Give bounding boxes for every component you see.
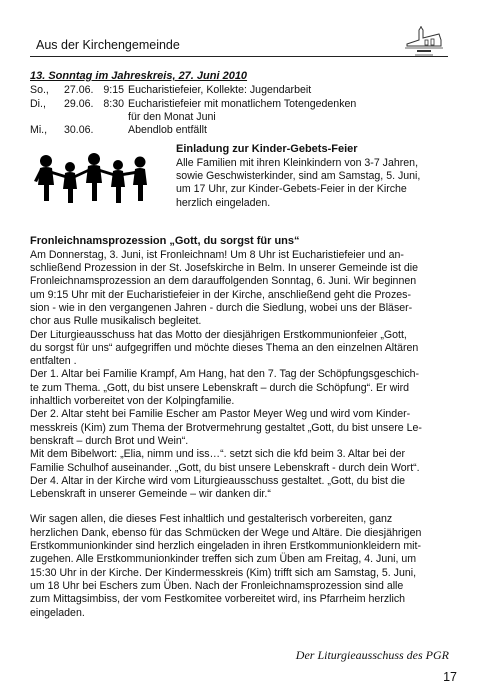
text-line: te zum Thema. „Gott, du bist unsere Lebenskraft – durch die Schöpfung“. Er wird	[30, 381, 410, 394]
text-line: sowie Geschwisterkinder, sind am Samstag, 5. Juni,	[176, 170, 421, 183]
text-line: Der 2. Altar steht bei Familie Escher am Pastor Meyer Weg und wird vom Kinder-	[30, 408, 411, 421]
schedule-time: 8:30	[103, 97, 124, 110]
text-line: Erstkommunionkinder sind herzlich eingeladen in ihren Erstkommunionkleidern mit-	[30, 540, 421, 553]
schedule-description: Eucharistiefeier, Kollekte: Jugendarbeit	[128, 84, 312, 97]
text-line: schließend Prozession in der St. Josefskirche in Belm. In unserer Gemeinde ist die	[30, 262, 419, 275]
text-line: eingeladen.	[30, 606, 85, 619]
schedule-day: Mi.,	[30, 124, 48, 137]
schedule-description: Abendlob entfällt	[128, 124, 207, 137]
text-line: Wir sagen allen, die dieses Fest inhaltlich und gestalterisch vorbereiten, ganz	[30, 513, 393, 526]
header-title: Aus der Kirchengemeinde	[36, 38, 180, 52]
sunday-heading: 13. Sonntag im Jahreskreis, 27. Juni 2010	[30, 70, 248, 82]
schedule-description: für den Monat Juni	[128, 110, 216, 123]
text-line: Der 4. Altar in der Kirche wird vom Liturgieausschuss gestaltet. „Gott, du bist die	[30, 474, 406, 487]
text-line: um 17 Uhr, zur Kinder-Gebets-Feier in der Kirche	[176, 183, 407, 196]
text-line: zugehen. Alle Erstkommunionkinder treffen sich zum Üben am Freitag, 4. Juni, um	[30, 553, 417, 566]
text-line: Der Liturgieausschuss hat das Motto der diesjährigen Erstkommunionfeier „Gott,	[30, 328, 407, 341]
text-line: inhaltlich vorbereitet von der Kolpingfamilie.	[30, 395, 235, 408]
text-line: chor aus Rulle musikalisch begleitet.	[30, 315, 202, 328]
page-header	[30, 30, 448, 57]
schedule-row	[30, 124, 450, 137]
schedule-row	[30, 111, 450, 124]
document-body	[30, 70, 450, 620]
text-line: Fronleichnamsprozession an dem darauffolgenden Sonntag, 6. Juni. Wir beginnen	[30, 275, 417, 288]
text-line: herzlichen Dank, ebenso für das Schmücken der Wege und Altäre. Die diesjährigen	[30, 526, 422, 539]
text-line: benskraft – durch Brot und Wein“.	[30, 434, 189, 447]
paragraph-spacer	[30, 501, 450, 513]
church-logo-icon	[405, 26, 443, 64]
text-line: Der 1. Altar bei Familie Krampf, Am Hang, hat den 7. Tag der Schöpfungsgeschich-	[30, 368, 420, 381]
schedule-date: 27.06.	[64, 84, 94, 97]
schedule-time: 9:15	[103, 84, 124, 97]
schedule-description: Eucharistiefeier mit monatlichem Totengedenken	[128, 97, 357, 110]
text-line: 15:30 Uhr in der Kirche. Der Kindermesskreis (Kim) trifft sich am Samstag, 5. Juni,	[30, 566, 417, 579]
kinder-section	[30, 143, 450, 235]
schedule-row	[30, 84, 450, 97]
text-line: du sorgst für uns“ aufgegriffen und möchte dieses Thema an den einzelnen Altären	[30, 341, 419, 354]
text-line: Mit dem Bibelwort: „Elia, nimm und iss…“. setzt sich die kfd beim 3. Altar bei der	[30, 448, 406, 461]
kinder-title: Einladung zur Kinder-Gebets-Feier	[176, 143, 358, 156]
text-line: zum Mittagsimbiss, der vom Festkomitee vorbereitet wird, ins Pfarrheim herzlich	[30, 593, 406, 606]
text-line: Familie Schulhof auseinander. „Gott, du bist unsere Lebenskraft - durch dein Wort“.	[30, 461, 420, 474]
kinder-text	[176, 143, 452, 209]
children-holding-hands-icon	[32, 153, 152, 205]
fronleichnam-title: Fronleichnamsprozession „Gott, du sorgst für uns“	[30, 235, 300, 248]
schedule-row	[30, 98, 450, 111]
closing-text	[30, 513, 450, 619]
schedule-day: Di.,	[30, 97, 46, 110]
text-line: entfalten .	[30, 355, 77, 368]
signature: Der Liturgieausschuss des PGR	[295, 648, 449, 662]
text-line: Am Donnerstag, 3. Juni, ist Fronleichnam! Um 8 Uhr ist Eucharistiefeier und an-	[30, 248, 404, 261]
schedule-date: 29.06.	[64, 97, 94, 110]
fronleichnam-text	[30, 249, 450, 502]
text-line: Alle Familien mit ihren Kleinkindern von 3-7 Jahren,	[176, 156, 419, 169]
text-line: messkreis (Kim) zum Thema der Brotvermehrung gestaltet „Gott, du bist unsere Le-	[30, 421, 422, 434]
page-number: 17	[443, 670, 457, 684]
text-line: um 18 Uhr bei Eschers zum Üben. Nach der Fronleichnamsprozession sind alle	[30, 579, 404, 592]
schedule-date: 30.06.	[64, 124, 94, 137]
text-line: Lebenskraft in unserer Gemeinde – wir danken dir.“	[30, 488, 271, 501]
text-line: um 9:15 Uhr mit der Eucharistiefeier in der Kirche, anschließend geht die Prozes-	[30, 288, 411, 301]
schedule-day: So.,	[30, 84, 49, 97]
text-line: sion - wie in den vergangenen Jahren - durch die Siedlung, wobei uns der Bläser-	[30, 301, 413, 314]
text-line: herzlich eingeladen.	[176, 196, 271, 209]
